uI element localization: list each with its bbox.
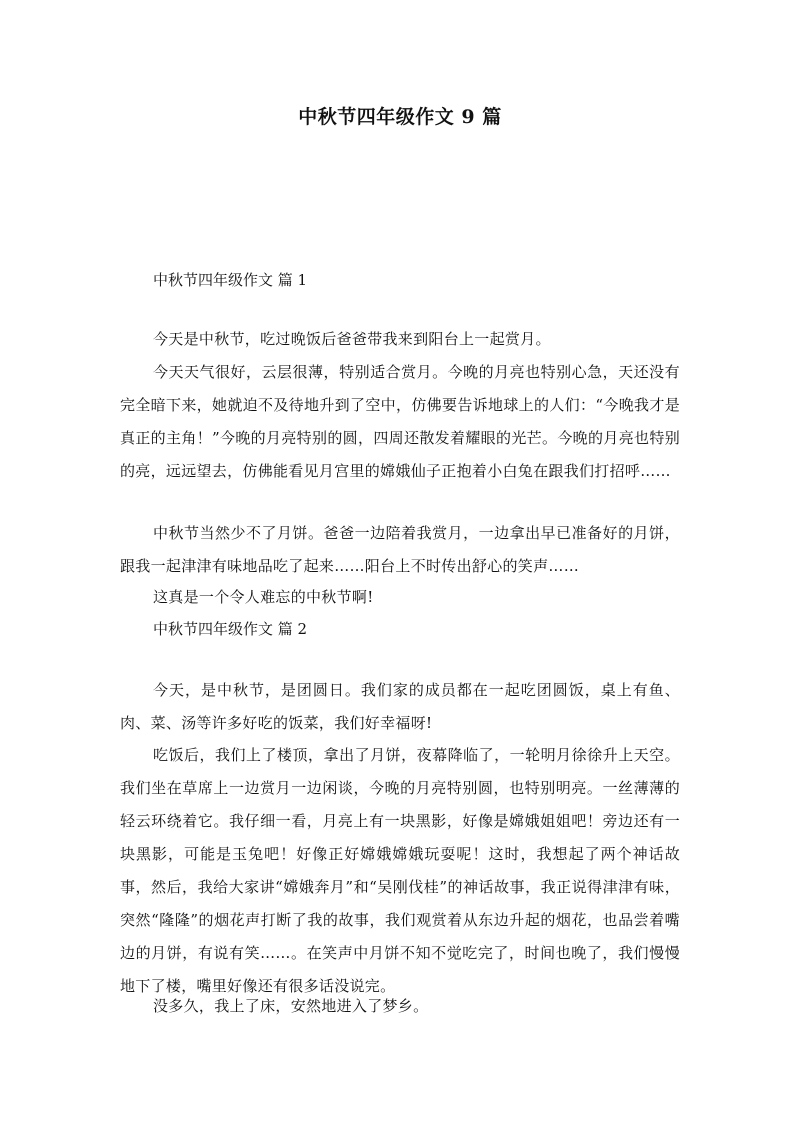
paragraph: 今天是中秋节，吃过晚饭后爸爸带我来到阳台上一起赏月。 [153,330,551,348]
paragraph: 这真是一个令人难忘的中秋节啊! [153,588,374,606]
document-title: 中秋节四年级作文 9 篇 [298,106,502,128]
paragraph: 今天天气很好，云层很薄，特别适合赏月。今晚的月亮也特别心急，天还没有完全暗下来，她就迫不及待地升到了空中，仿佛要告诉地球上的人们：“今晚我才是真正的主角！”今晚的月亮特别的圆，四周还散发着耀眼的光芒。今晚的月亮也特别的亮，远远望去，仿佛能看见月宫里的嫦娥仙子正抱着小白兔在跟我们打招呼…… [120,363,680,480]
paragraph: 没多久，我上了床，安然地进入了梦乡。 [153,997,429,1015]
paragraph: 中秋节当然少不了月饼。爸爸一边陪着我赏月，一边拿出早已准备好的月饼，跟我一起津津有味地品吃了起来……阳台上不时传出舒心的笑声…… [120,524,680,575]
section-heading-2: 中秋节四年级作文 篇 2 [153,620,308,638]
paragraph: 吃饭后，我们上了楼顶，拿出了月饼，夜幕降临了，一轮明月徐徐升上天空。我们坐在草席上一边赏月一边闲谈，今晚的月亮特别圆，也特别明亮。一丝薄薄的轻云环绕着它。我仔细一看，月亮上有一块黑影，好像是嫦娥姐姐吧！旁边还有一块黑影，可能是玉兔吧！好像正好嫦娥嫦娥玩耍呢！这时，我想起了两个神话故事，然后，我给大家讲“嫦娥奔月”和“吴刚伐桂”的神话故事，我正说得津津有味，突然“隆隆”的烟花声打断了我的故事，我们观赏着从东边升起的烟花，也品尝着嘴边的月饼，有说有笑……。在笑声中月饼不知不觉吃完了，时间也晚了，我们慢慢地下了楼，嘴里好像还有很多话没说完。 [120,746,680,995]
section-heading-1: 中秋节四年级作文 篇 1 [153,271,308,289]
paragraph: 今天，是中秋节，是团圆日。我们家的成员都在一起吃团圆饭，桌上有鱼、肉、菜、汤等许多好吃的饭菜，我们好幸福呀! [120,681,680,732]
